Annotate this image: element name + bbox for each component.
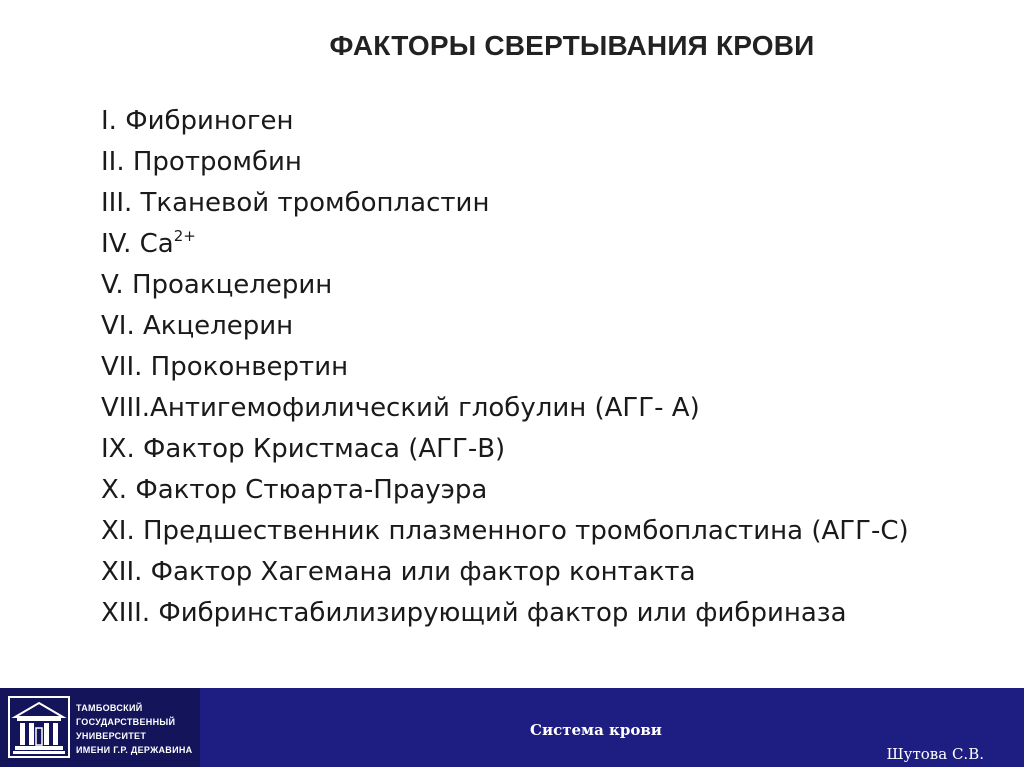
factor-4: IV. Са bbox=[101, 229, 174, 259]
footer-bar bbox=[0, 688, 1024, 767]
footer-topic: Система крови bbox=[530, 721, 662, 739]
university-building-icon bbox=[8, 696, 70, 758]
university-name-line: ГОСУДАРСТВЕННЫЙ bbox=[76, 717, 176, 727]
list-item bbox=[101, 593, 909, 634]
university-logo bbox=[0, 688, 200, 767]
list-item bbox=[101, 224, 909, 265]
factor-list bbox=[101, 101, 909, 634]
list-item bbox=[101, 429, 909, 470]
factor-11: XI. Предшественник плазменного тромбопластина (АГГ-С) bbox=[101, 516, 909, 546]
list-item bbox=[101, 347, 909, 388]
list-item bbox=[101, 388, 909, 429]
university-name-line: ИМЕНИ Г.Р. ДЕРЖАВИНА bbox=[76, 745, 193, 755]
slide-title: ФАКТОРЫ СВЕРТЫВАНИЯ КРОВИ bbox=[329, 30, 815, 61]
list-item bbox=[101, 183, 909, 224]
university-name-line: УНИВЕРСИТЕТ bbox=[76, 731, 147, 741]
list-item bbox=[101, 470, 909, 511]
factor-2: II. Протромбин bbox=[101, 147, 302, 177]
university-name bbox=[76, 701, 196, 757]
university-name-line: ТАМБОВСКИЙ bbox=[76, 703, 143, 713]
factor-10: X. Фактор Стюарта-Прауэра bbox=[101, 475, 488, 505]
factor-8: VIII.Антигемофилический глобулин (АГГ- А) bbox=[101, 393, 700, 423]
factor-1: I. Фибриноген bbox=[101, 106, 294, 136]
list-item bbox=[101, 552, 909, 593]
factor-6: VI. Акцелерин bbox=[101, 311, 294, 341]
list-item bbox=[101, 265, 909, 306]
calcium-superscript: 2+ bbox=[173, 227, 196, 245]
factor-7: VII. Проконвертин bbox=[101, 352, 349, 382]
factor-5: V. Проакцелерин bbox=[101, 270, 333, 300]
factor-12: XII. Фактор Хагемана или фактор контакта bbox=[101, 557, 696, 587]
list-item bbox=[101, 511, 909, 552]
footer-author: Шутова С.В. bbox=[886, 745, 984, 763]
list-item bbox=[101, 142, 909, 183]
list-item bbox=[101, 101, 909, 142]
factor-9: IX. Фактор Кристмаса (АГГ-В) bbox=[101, 434, 506, 464]
factor-13: XIII. Фибринстабилизирующий фактор или фибриназа bbox=[101, 598, 847, 628]
factor-3: III. Тканевой тромбопластин bbox=[101, 188, 490, 218]
list-item bbox=[101, 306, 909, 347]
